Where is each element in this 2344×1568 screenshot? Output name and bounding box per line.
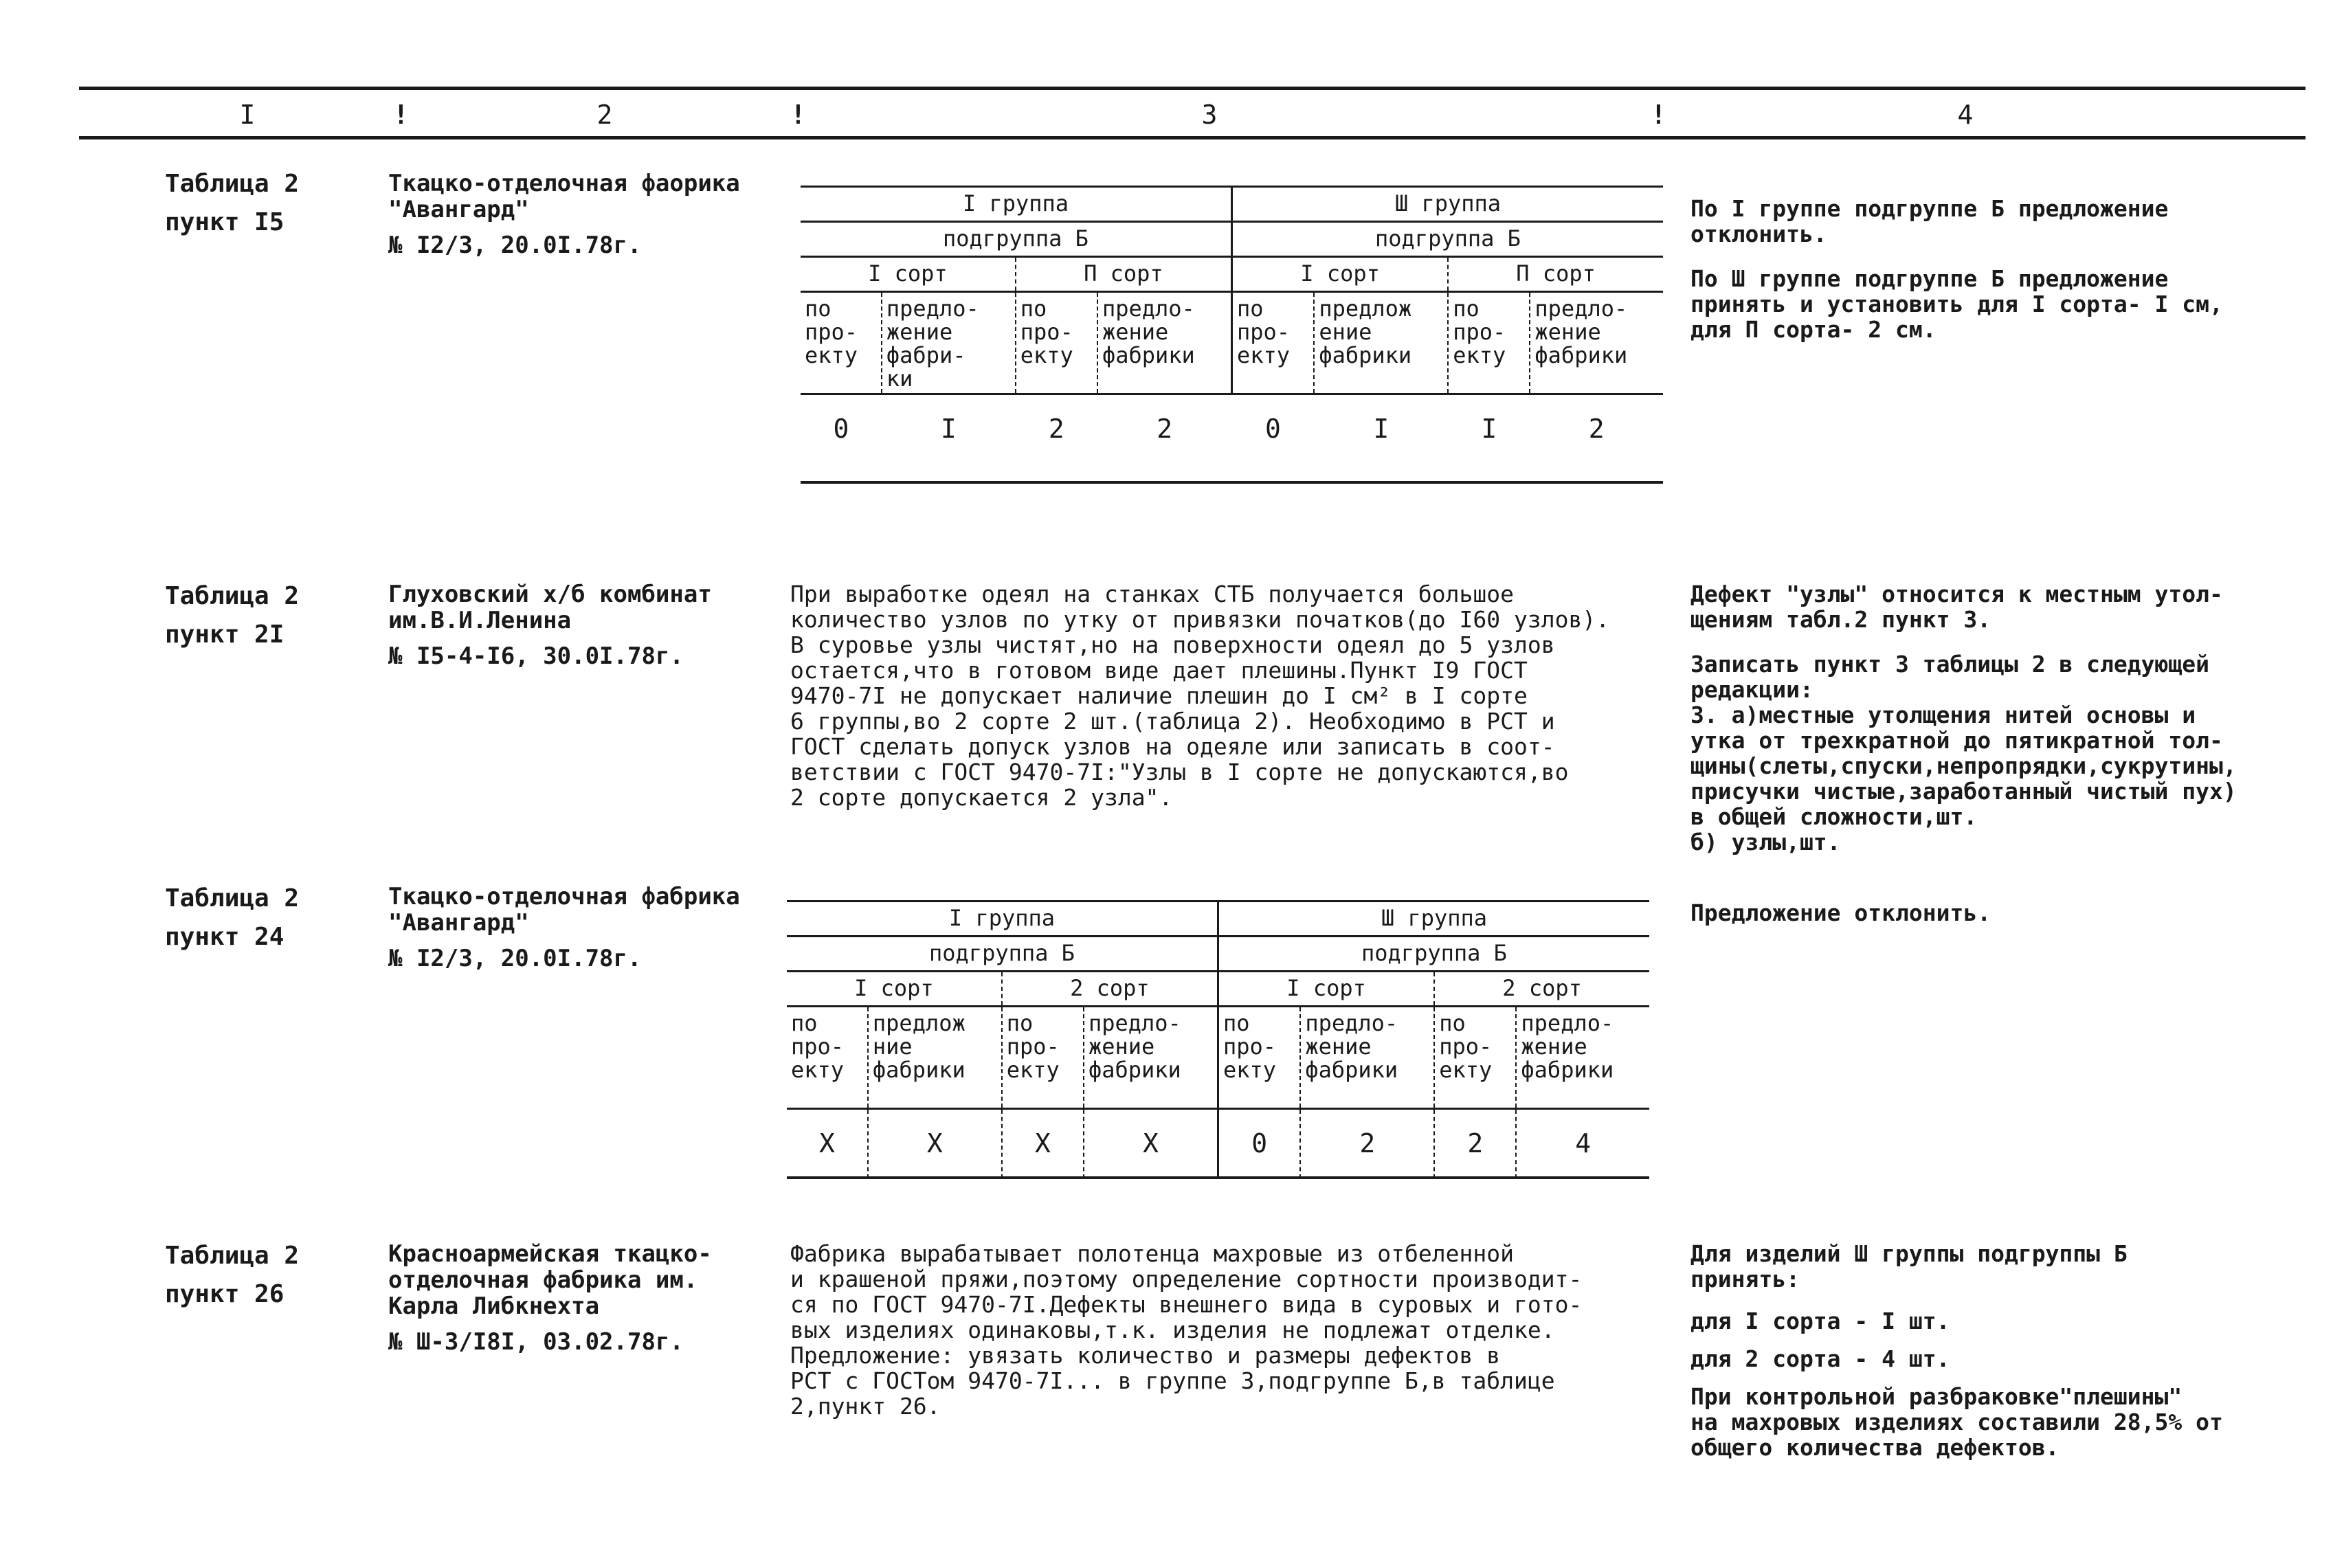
- column-header: предло- жение фабрики: [1097, 292, 1232, 394]
- comparison-table: [787, 900, 1649, 1178]
- group-header: I группа: [787, 901, 1218, 937]
- column-number-1: I: [239, 100, 256, 130]
- table-value: I: [940, 414, 957, 445]
- decision-text: При контрольной разбраковке"плешины" на махровых изделиях составили 28,5% от общего количества дефектов.: [1690, 1383, 2223, 1461]
- table-value: X: [868, 1109, 1002, 1179]
- source-name: Глуховский х/б комбинат им.В.И.Ленина: [388, 581, 712, 634]
- column-number-2: 2: [596, 100, 613, 130]
- column-header: предло- жение фабрики: [1300, 1007, 1434, 1109]
- reference-item: пункт 24: [165, 923, 284, 951]
- decision-cell: [1690, 900, 2309, 945]
- reference-table: Таблица 2: [165, 884, 300, 912]
- column-number-3: 3: [1201, 100, 1218, 130]
- source-document: № Ш-3/I8I, 03.02.78г.: [388, 1328, 684, 1356]
- table-value: 2: [1048, 414, 1064, 445]
- reference-cell: [165, 165, 371, 242]
- decision-text: для I сорта - I шт.: [1690, 1308, 1950, 1334]
- reference-item: пункт I5: [165, 208, 284, 236]
- reference-table: Таблица 2: [165, 170, 300, 198]
- table-value: 2: [1157, 414, 1173, 445]
- grade-header: 2 сорт: [1002, 972, 1218, 1007]
- decision-cell: [1690, 196, 2309, 361]
- group-header: Ш группа: [1218, 901, 1649, 937]
- subgroup-header: подгруппа Б: [787, 937, 1218, 972]
- column-separator: !: [1651, 100, 1666, 130]
- reference-cell: [165, 577, 371, 654]
- reference-table: Таблица 2: [165, 582, 300, 610]
- decision-text: Записать пункт 3 таблицы 2 в следующей редакции: 3. а)местные утолщения нитей основы и утка от трехкратной до пятикратной тол- щины(слеты,спуски,непропрядки,сукрутины, присучки чистые,заработанный чистый пух) в общей сложности,шт. б) узлы,шт.: [1690, 651, 2237, 855]
- subgroup-header: подгруппа Б: [1231, 222, 1663, 257]
- header-bottom-rule: [79, 136, 2306, 139]
- column-header: по про- екту: [1002, 1007, 1084, 1109]
- column-header: по про- екту: [787, 1007, 868, 1109]
- grade-header: П сорт: [1448, 257, 1663, 292]
- source-document: № I2/3, 20.0I.78г.: [388, 232, 642, 259]
- reference-cell: [165, 880, 371, 956]
- column-header: по про- екту: [1016, 292, 1097, 394]
- decision-text: По Ш группе подгруппе Б предложение принять и установить для I сорта- I см, для П сорта- 2 см.: [1690, 265, 2223, 343]
- table-value: 4: [1516, 1109, 1649, 1179]
- source-document: № I5-4-I6, 30.0I.78г.: [388, 642, 684, 670]
- source-cell: [388, 170, 780, 258]
- column-header: по про- екту: [801, 292, 882, 394]
- source-cell: [388, 884, 780, 972]
- column-header: по про- екту: [1448, 292, 1530, 394]
- reference-cell: [165, 1237, 371, 1314]
- subgroup-header: подгруппа Б: [1218, 937, 1649, 972]
- column-header: по про- екту: [1218, 1007, 1300, 1109]
- table-value: 0: [1264, 414, 1281, 445]
- table-value: 0: [1218, 1109, 1300, 1179]
- comparison-table: [801, 186, 1663, 464]
- source-name: Красноармейская ткацко- отделочная фабрика им. Карла Либкнехта: [388, 1240, 712, 1320]
- reference-item: пункт 26: [165, 1280, 284, 1308]
- column-separator: !: [790, 100, 806, 130]
- column-header: предло- жение фабрики: [1084, 1007, 1218, 1109]
- column-header: по про- екту: [1434, 1007, 1516, 1109]
- group-header: Ш группа: [1231, 187, 1663, 222]
- decision-cell: [1690, 581, 2309, 874]
- table-value: X: [819, 1128, 835, 1159]
- table-closing-rule: [801, 481, 1663, 484]
- decision-text: для 2 сорта - 4 шт.: [1690, 1345, 1950, 1372]
- decision-cell: [1690, 1241, 2309, 1479]
- decision-text: Для изделий Ш группы подгруппы Б принять:: [1690, 1240, 2128, 1292]
- grade-header: I сорт: [787, 972, 1002, 1007]
- table-value: I: [1481, 414, 1497, 445]
- column-number-4: 4: [1957, 100, 1974, 130]
- source-name: Ткацко-отделочная фабрика "Авангард": [388, 883, 740, 937]
- decision-text: Предложение отклонить.: [1690, 899, 1991, 926]
- column-header: предлож ение фабрики: [1314, 292, 1448, 394]
- proposal-text: Фабрика вырабатывает полотенца махровые из отбеленной и крашеной пряжи,поэтому определение сортности производит- ся по ГОСТ 9470-7I.Дефекты внешнего вида в суровых и гото- вых изделиях одинаковы,т.к. изделия не подлежат отделке. Предложение: увязать количество и размеры дефектов в РСТ с ГОСТом 9470-7I... в группе 3,подгруппе Б,в таблице 2,пункт 26.: [790, 1240, 1583, 1420]
- column-header: предло- жение фабрики: [1530, 292, 1663, 394]
- table-closing-rule: [787, 1176, 1649, 1179]
- table-value: 2: [1588, 414, 1605, 445]
- source-cell: [388, 581, 780, 669]
- table-value: X: [1002, 1109, 1084, 1179]
- column-header: предло- жение фабрики: [1516, 1007, 1649, 1109]
- decision-text: По I группе подгруппе Б предложение отклонить.: [1690, 195, 2169, 247]
- decision-text: Дефект "узлы" относится к местным утол- щениям табл.2 пункт 3.: [1690, 581, 2223, 633]
- grade-header: 2 сорт: [1434, 972, 1649, 1007]
- source-name: Ткацко-отделочная фаорика "Авангард": [388, 170, 740, 223]
- grade-header: I сорт: [801, 257, 1016, 292]
- grade-header: I сорт: [1218, 972, 1434, 1007]
- column-separator: !: [393, 100, 409, 130]
- source-cell: [388, 1241, 780, 1355]
- column-header: предлож ние фабрики: [868, 1007, 1002, 1109]
- table-value: 2: [1434, 1109, 1516, 1179]
- subgroup-header: подгруппа Б: [801, 222, 1231, 257]
- reference-item: пункт 2I: [165, 620, 284, 649]
- reference-table: Таблица 2: [165, 1242, 300, 1270]
- table-value: I: [1373, 414, 1389, 445]
- group-header: I группа: [801, 187, 1231, 222]
- proposal-text: При выработке одеял на станках СТБ получается большое количество узлов по утку от привязки початков(до I60 узлов). В суровье узлы чистят,но на поверхности одеял до 5 узлов остается,что в готовом виде дает плешины.Пункт I9 ГОСТ 9470-7I не допускает наличие плешин до I см² в I сорте 6 группы,во 2 сорте 2 шт.(таблица 2). Необходимо в РСТ и ГОСТ сделать допуск узлов на одеяле или записать в соот- ветствии с ГОСТ 9470-7I:"Узлы в I сорте не допускаются,во 2 сорте допускается 2 узла".: [790, 581, 1610, 811]
- grade-header: П сорт: [1016, 257, 1232, 292]
- table-value: X: [1084, 1109, 1218, 1179]
- grade-header: I сорт: [1231, 257, 1448, 292]
- source-document: № I2/3, 20.0I.78г.: [388, 945, 642, 972]
- table-value: 2: [1300, 1109, 1434, 1179]
- table-value: 0: [833, 414, 849, 445]
- column-header: предло- жение фабри- ки: [882, 292, 1016, 394]
- column-header: по про- екту: [1231, 292, 1314, 394]
- header-top-rule: [79, 87, 2306, 90]
